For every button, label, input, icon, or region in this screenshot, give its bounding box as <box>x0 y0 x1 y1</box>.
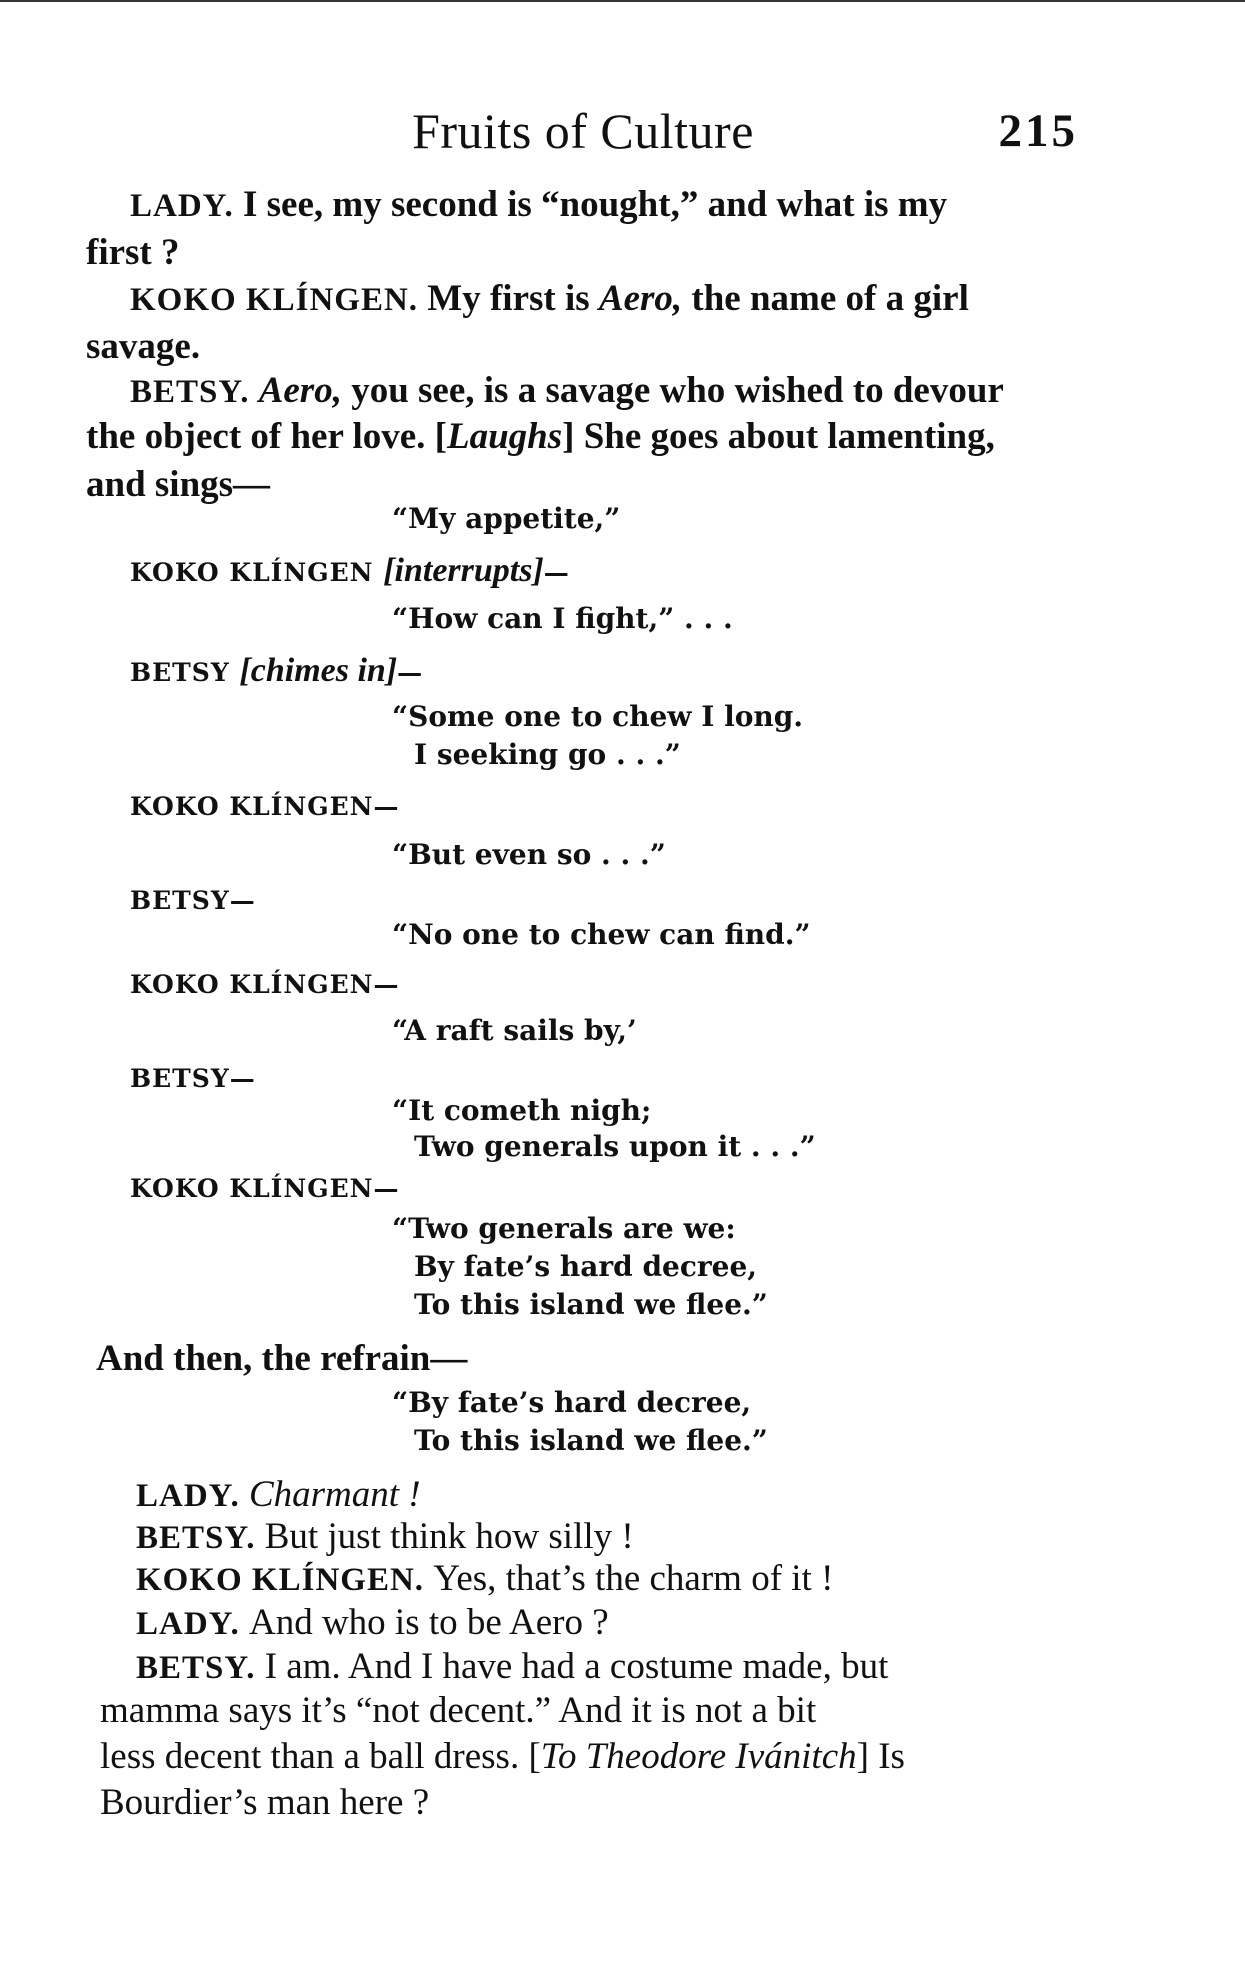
dialogue-text: My first is <box>427 278 590 319</box>
speaker-betsy: BETSY. <box>136 1520 256 1556</box>
dialogue-italic: Aero, <box>258 370 342 411</box>
song-line: I seeking go . . .” <box>414 738 681 771</box>
line-betsy-3 <box>136 1644 888 1691</box>
line-lady-3 <box>136 1600 609 1647</box>
dialogue-text: But just think how silly ! <box>264 1516 634 1557</box>
song-line: “It cometh nigh; <box>392 1094 652 1127</box>
stage-direction: Laughs <box>447 416 563 457</box>
song-line: To this island we flee.” <box>414 1424 768 1457</box>
dash: — <box>543 558 570 587</box>
stage-direction: [interrupts] <box>383 552 544 589</box>
stage-direction: [chimes in] <box>239 652 398 689</box>
dialogue-text: ] Is <box>856 1736 905 1777</box>
song-line: “How can I fight,” . . . <box>392 602 733 635</box>
line-continuation <box>86 414 995 460</box>
line-lady-2 <box>136 1472 421 1519</box>
speaker-lady: LADY. <box>130 188 234 224</box>
song-line: To this island we flee.” <box>414 1288 768 1321</box>
song-line: By fate’s hard decree, <box>414 1250 758 1283</box>
dialogue-italic: Aero, <box>598 278 683 319</box>
cue-koko-interrupts <box>130 552 570 590</box>
line-koko-1 <box>130 276 969 323</box>
song-line: “No one to chew can find.” <box>392 918 811 951</box>
dialogue-italic: Charmant ! <box>248 1474 421 1515</box>
line-lady-1 <box>130 182 947 229</box>
song-line: “A raft sails by,’ <box>392 1014 637 1047</box>
page-header <box>88 102 1078 172</box>
speaker-koko: KOKO KLÍNGEN. <box>136 1562 425 1598</box>
song-line: “But even so . . .” <box>392 838 666 871</box>
song-line: “My appetite,” <box>392 502 621 535</box>
line-koko-2 <box>136 1556 833 1603</box>
dialogue-text: less decent than a ball dress. [ <box>100 1736 541 1777</box>
speaker-lady: LADY. <box>136 1478 240 1514</box>
line-continuation: and sings— <box>86 464 271 505</box>
dialogue-text: And who is to be Aero ? <box>248 1602 609 1643</box>
dialogue-text: ] She goes about lamenting, <box>562 416 995 457</box>
song-line: “By fate’s hard decree, <box>392 1386 752 1419</box>
speaker-betsy: BETSY. <box>130 374 250 410</box>
line-betsy-2 <box>136 1514 634 1561</box>
line-continuation: savage. <box>86 326 201 367</box>
cue-koko: KOKO KLÍNGEN— <box>130 970 400 999</box>
song-line: Two generals upon it . . .” <box>414 1130 816 1163</box>
line-continuation: Bourdier’s man here ? <box>100 1782 430 1823</box>
speaker-betsy: BETSY. <box>136 1650 256 1686</box>
narration-refrain: And then, the refrain— <box>96 1338 468 1379</box>
line-continuation: first ? <box>86 232 180 273</box>
dash: — <box>397 658 424 687</box>
speaker-betsy: BETSY <box>130 658 230 687</box>
cue-koko: KOKO KLÍNGEN— <box>130 792 400 821</box>
song-line: “Some one to chew I long. <box>392 700 804 733</box>
dialogue-text: you see, is a savage who wished to devour <box>351 370 1004 411</box>
top-border-rule <box>0 0 1245 2</box>
cue-betsy: BETSY— <box>130 1064 256 1093</box>
speaker-koko: KOKO KLÍNGEN. <box>130 282 419 318</box>
stage-direction: To Theodore Ivánitch <box>540 1736 857 1777</box>
dialogue-text: I am. And I have had a costume made, but <box>264 1646 889 1687</box>
dialogue-text: the object of her love. [ <box>86 416 447 457</box>
song-line: “Two generals are we: <box>392 1212 736 1245</box>
dialogue-text: Yes, that’s the charm of it ! <box>433 1558 834 1599</box>
line-betsy-1 <box>130 368 1004 415</box>
cue-betsy-chimes <box>130 652 423 690</box>
dialogue-text: I see, my second is “nought,” and what is my <box>242 184 948 225</box>
speaker-lady: LADY. <box>136 1606 240 1642</box>
cue-koko: KOKO KLÍNGEN— <box>130 1174 400 1203</box>
running-title: Fruits of Culture <box>412 103 754 159</box>
page-number: 215 <box>998 105 1078 157</box>
line-continuation <box>100 1734 905 1780</box>
line-continuation: mamma says it’s “not decent.” And it is not a bit <box>100 1690 817 1731</box>
speaker-koko: KOKO KLÍNGEN <box>130 558 374 587</box>
cue-betsy: BETSY— <box>130 886 256 915</box>
dialogue-text: the name of a girl <box>691 278 969 319</box>
